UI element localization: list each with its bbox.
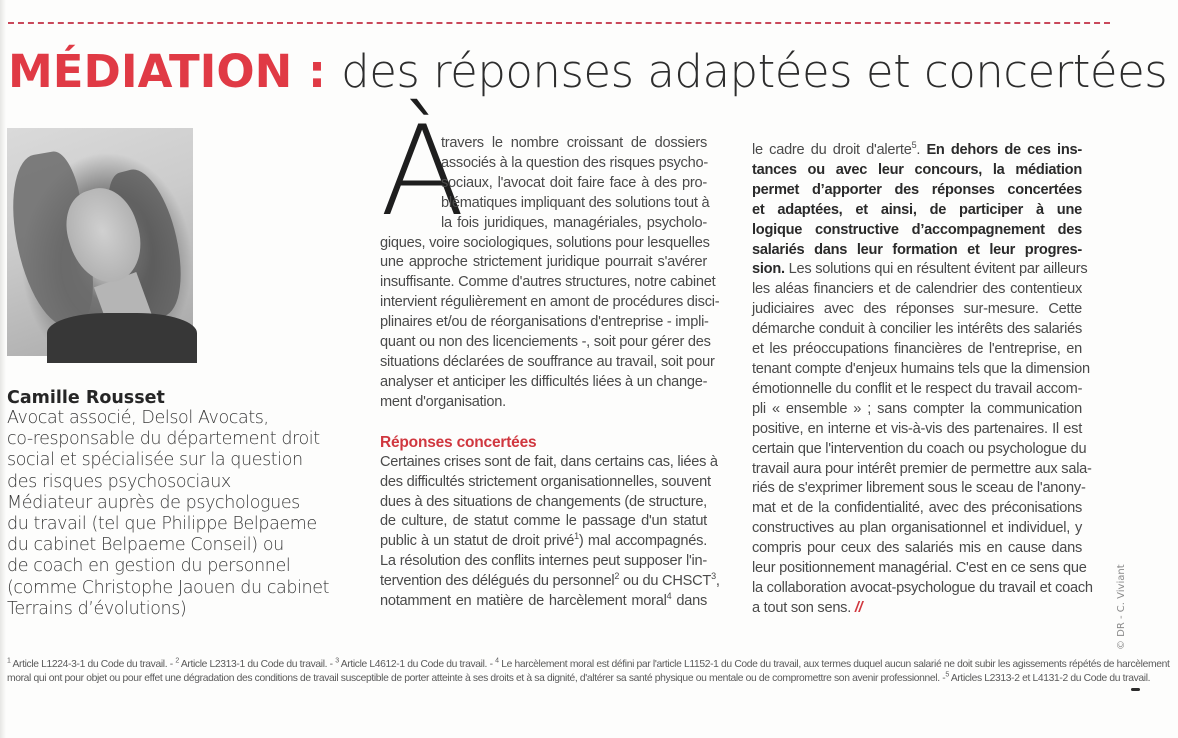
bio-line: Terrains d’évolutions) [7,598,187,619]
bio-line: des risques psychosociaux [7,471,231,492]
text-line [752,260,1088,280]
text-fragment: notamment en matière de harcèlement moral [380,593,667,610]
text-fragment: le cadre du droit d'alerte [752,142,912,158]
bold-fragment: salariés dans leur formation et leur progres- [752,241,1082,258]
text-line: giques, voire sociologiques, solutions pour lesquelles [380,234,710,251]
bio-line: co-responsable du département droit [7,429,320,450]
photo-body [47,313,197,363]
text-line: intervient régulièrement en amont de procédures disci- [380,294,720,311]
text-line: mat et de la confidentialité, avec des préconisations [752,500,1082,517]
bold-line [752,241,1082,261]
text-line: Certaines crises sont de fait, dans certains cas, liées à [380,453,718,470]
text-line: leur positionnement managérial. C'est en ce sens que [752,560,1087,577]
footnotes [7,657,1170,686]
text-line: et les préoccupations financières de l'entreprise, en [752,341,1082,358]
bold-line [752,201,1082,221]
bio-line: Avocat associé, Delsol Avocats, [7,408,269,428]
footnote-text: Article L2313-1 du Code du travail. - [178,659,336,670]
title-keyword: MÉDIATION : [8,45,326,98]
text-line: des difficultés strictement organisationnelles, souvent [380,473,711,490]
bold-line [752,221,1082,241]
section-subheading: Réponses concertées [380,433,537,451]
text-line [752,599,1082,619]
text-fragment: ou du CHSCT [619,573,712,590]
bio-line: du travail (tel que Philippe Belpaeme [7,514,317,535]
footnote-ref[interactable]: 5 [911,140,917,151]
text-fragment: tervention des délégués du personnel [380,573,615,590]
text-line: travail aura pour intérêt premier de permettre aux sala- [752,460,1092,477]
text-line: les aléas financiers et de calendrier des contentieux [752,281,1082,298]
footnote-text: Articles L2313-2 et L4131-2 du Code du travail. [948,672,1151,684]
text-line: ment d'organisation. [380,393,506,410]
text-line: insuffisante. Comme d'autres structures, notre cabinet [380,274,716,291]
text-fragment: . [916,142,927,158]
bold-fragment: et adaptées, et ainsi, de participer à une [752,201,1082,218]
text-line: associés à la question des risques psycho- [441,154,708,171]
photo-credit: © DR - C. Viviant [1116,564,1127,650]
text-line [380,532,707,552]
bold-line [752,161,1082,181]
text-line: pli « ensemble » ; sans compter la communication [752,400,1082,417]
page-gutter-shadow [0,0,6,738]
text-line: certain que l'intervention du coach ou psychologue du [752,440,1087,457]
bold-fragment: logique constructive d’accompagnement des [752,221,1082,238]
footnote-ref[interactable]: 4 [666,591,672,602]
text-line [752,141,1082,161]
text-fragment: public à un statut de droit privé [380,533,575,550]
text-line: la fois juridiques, managériales, psycholo- [441,214,707,231]
text-line: démarche conduit à concilier les intérêts des salariés [752,321,1082,338]
bold-fragment: En dehors de ces ins- [926,142,1083,158]
text-fragment: , [715,573,720,590]
end-mark-icon: // [854,599,863,616]
text-line [380,571,720,592]
author-photo [7,128,193,356]
drop-cap: À [380,100,465,244]
text-line: compris pour ceux des salariés mis en cause dans [752,540,1082,557]
text-line: tenant compte d'enjeux humains tels que la dimension [752,360,1090,377]
bio-line: du cabinet Belpaeme Conseil) ou [7,535,284,556]
text-line: situations déclarées de souffrance au travail, soit pour [380,353,715,370]
bio-line: social et spécialisée sur la question [7,450,303,471]
footnote-line [7,657,1170,672]
text-line: dues à des situations de changements (de structure, [380,493,707,510]
text-line: quant ou non des licenciements -, soit pour gérer des [380,334,711,351]
text-fragment: a tout son sens. [752,599,852,616]
footnote-ref[interactable]: 3 [711,571,716,582]
text-line: la collaboration avocat-psychologue du travail et coach [752,579,1093,596]
text-line: émotionnelle du conflit et le respect du travail accom- [752,380,1083,397]
footnote-number: 5 [945,671,949,679]
bio-line: de coach en gestion du personnel [7,556,291,577]
text-line: une approche strictement juridique pourrait s'avérer [380,254,707,271]
text-fragment: Les solutions qui en résultent évitent par ailleurs [784,261,1088,278]
text-line: judiciaires avec des réponses sur-mesure. Cette [752,301,1082,318]
footnote-text: Article L4612-1 du Code du travail. - [338,659,496,670]
footnote-text: Le harcèlement moral est défini par l'article L1152-1 du Code du travail, aux termes duquel aucun salarié ne doit subir les agissements répétés de harcèlement [498,659,1170,670]
text-line: constructives au plan organisationnel et individuel, y [752,520,1082,537]
author-name: Camille Rousset [7,388,165,408]
footnote-text: moral qui ont pour objet ou pour effet une dégradation des conditions de travail susceptible de porter atteinte à ses droits et à sa dignité, d'altérer sa santé physique ou mentale ou de compromettre son avenir professionnel. - [7,672,946,684]
footnote-ref[interactable]: 1 [574,531,579,542]
text-line: positive, en interne et vis-à-vis des partenaires. Il est [752,420,1082,437]
text-line: travers le nombre croissant de dossiers [441,135,707,151]
text-line: sociaux, l'avocat doit faire face à des pro- [441,174,707,191]
footnote-text: Article L1224-3-1 du Code du travail. - [10,659,176,670]
footnote-number: 2 [175,657,179,665]
page-title [8,42,1167,102]
text-line: La résolution des conflits internes peut supposer l'in- [380,553,707,570]
bio-line: (comme Christophe Jaouen du cabinet [7,577,330,598]
text-fragment: ) mal accompagnés. [578,533,707,550]
print-speck [1131,688,1140,691]
footnote-ref[interactable]: 2 [614,571,620,582]
footnote-line [7,671,1151,686]
dashed-top-rule [8,22,1110,24]
footnote-number: 4 [495,657,499,665]
footnote-number: 3 [335,657,339,665]
text-line: blématiques impliquant des solutions tout à [441,194,710,211]
bio-line: Médiateur auprès de psychologues [7,492,300,513]
bold-fragment: tances ou avec leur concours, la médiation [752,161,1082,178]
bold-line [752,181,1082,201]
footnote-number: 1 [7,657,11,665]
bold-fragment: sion. [752,261,785,278]
bold-fragment: permet d’apporter des réponses concertées [752,181,1082,198]
text-line [380,592,707,612]
article-column-1 [380,134,720,612]
title-rest: des réponses adaptées et concertées [341,45,1168,98]
author-bio [7,388,357,620]
text-fragment: dans [671,593,707,610]
article-column-2 [752,140,1093,619]
text-line: de culture, de statut comme le passage d'un statut [380,513,707,530]
text-line: analyser et anticiper les difficultés liées à un change- [380,373,708,390]
text-line: riés de s'exprimer librement sous le sceau de l'anony- [752,480,1086,497]
text-line: plinaires et/ou de réorganisations d'entreprise - impli- [380,314,709,331]
